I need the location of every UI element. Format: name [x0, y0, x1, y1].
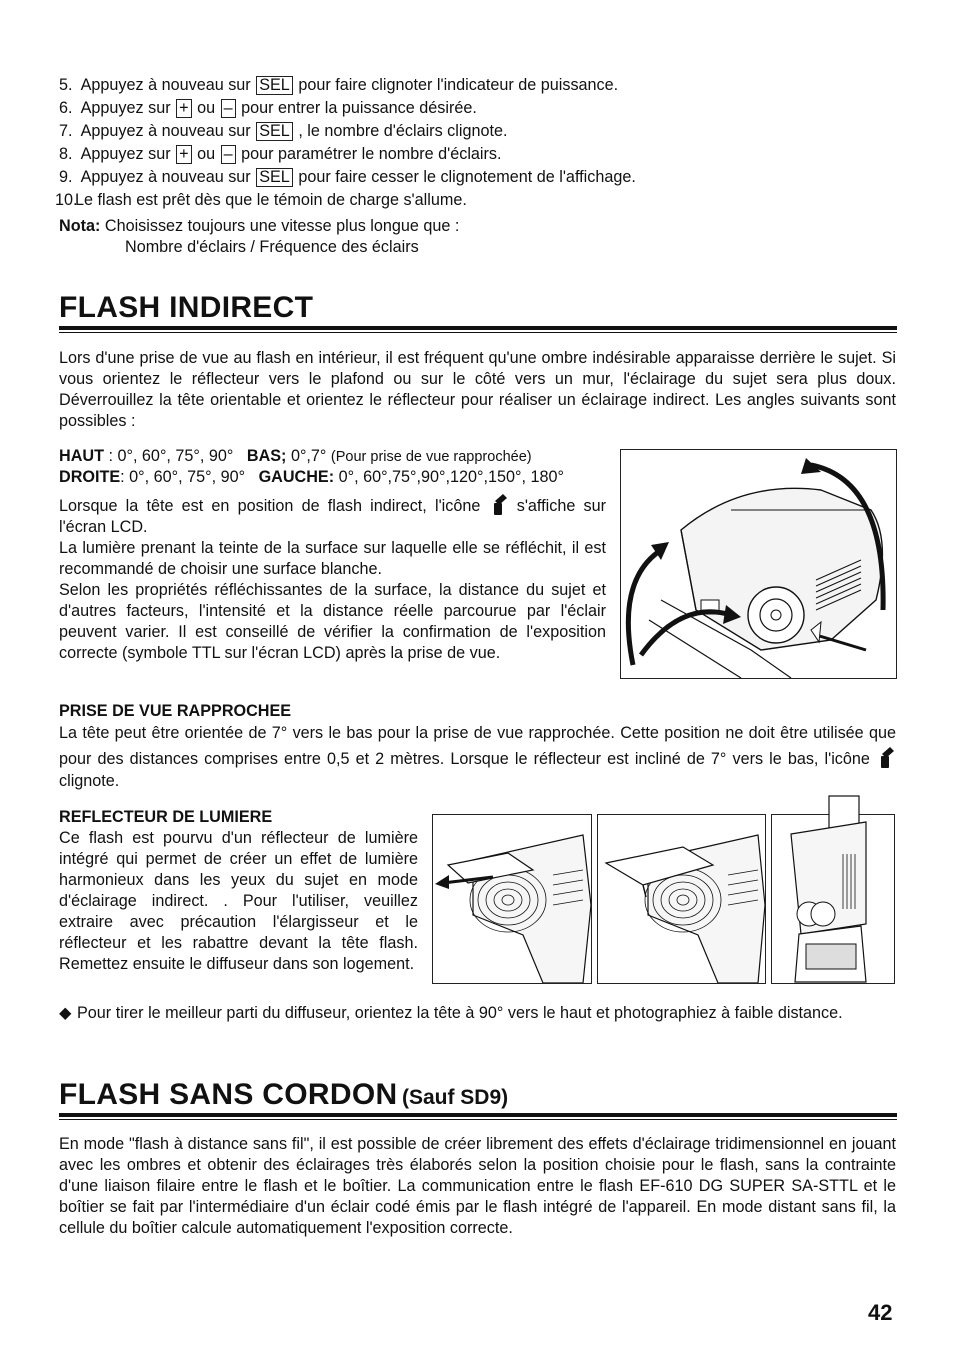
sans-cordon-title: FLASH SANS CORDON [59, 1078, 398, 1111]
bounce-flash-icon [876, 744, 896, 768]
reflective-paragraph: Selon les propriétés réfléchissantes de la surface, la distance du sujet et d'autres facteurs, l'intensité et la distance réelle parcourue par l'éclair peuvent varier. Il est conseillé de vérifier la confirmation de l'exposition correcte (symbole TTL sur l'écran LCD) après la prise de vue. [59, 581, 606, 662]
sel-key: SEL [256, 76, 293, 95]
bounce-text: Lorsque la tête est en position de flash indirect, l'icône [59, 497, 481, 515]
bounce-text: s'affiche sur l'écran LCD. [59, 497, 607, 536]
bas-label: BAS; [246, 447, 287, 465]
gauche-label: GAUCHE: [258, 468, 335, 486]
diffuser-tip [59, 1003, 896, 1024]
step-7 [59, 121, 899, 144]
step-5 [59, 75, 899, 98]
step-number: 9. [59, 168, 73, 186]
sans-cordon-subtitle: (Sauf SD9) [401, 1086, 509, 1109]
droite-values: : 0°, 60°, 75°, 90° [120, 468, 246, 486]
angles-line-2 [59, 467, 619, 488]
bas-note: (Pour prise de vue rapprochée) [330, 449, 532, 465]
bounce-flash-icon [489, 491, 509, 515]
step-text: Appuyez sur [80, 145, 171, 163]
sans-cordon-text: En mode "flash à distance sans fil", il est possible de créer librement des effets d'éclairage tridimensionnel en jouant avec les ombres et obtenir des éclairages très élaborés selon la position choisie pour le flash, sans la contrainte d'une liaison filaire entre le flash et le boîtier. La communication entre le flash EF-610 DG SUPER SA-STTL et le boîtier se fait par l'intermédiaire d'un éclair codé émis par le flash intégré de l'appareil. En mode distant sans fil, la cellule du boîtier calcule automatiquement l'exposition correcte. [59, 1135, 896, 1237]
step-number: 5. [59, 76, 73, 94]
bas-values: 0°,7° [290, 447, 327, 465]
step-text: Appuyez à nouveau sur [80, 122, 251, 140]
bounce-flash-illustration [621, 450, 896, 678]
section-title-sans-cordon [59, 1078, 508, 1112]
bullet-diamond-icon: ◆ [59, 1004, 72, 1022]
flash-indirect-intro: Lors d'une prise de vue au flash en intérieur, il est fréquent qu'une ombre indésirable apparaisse derrière le sujet. Si vous orientez le réflecteur vers le plafond ou sur le côté vers un mur, l'éclairage du sujet sera plus doux. Déverrouillez la tête orientable et orientez le réflecteur pour réaliser un éclairage indirect. Les angles suivants sont possibles : [59, 349, 896, 430]
reflecteur-heading: REFLECTEUR DE LUMIERE [59, 808, 273, 826]
step-text: Appuyez à nouveau sur [80, 168, 251, 186]
rapprochee-text-pre: La tête peut être orientée de 7° vers le bas pour la prise de vue rapprochée. Cette position ne doit être utilisée que pour des distances comprises entre 0,5 et 2 mètres. Lorsque le réflecteur est incliné de 7° vers le bas, l'icône [59, 724, 896, 768]
nota-line: Choisissez toujours une vitesse plus longue que : [104, 217, 460, 235]
step-8 [59, 144, 899, 167]
step-number: 8. [59, 145, 73, 163]
step-text: ou [197, 99, 216, 117]
step-text: Appuyez à nouveau sur [80, 76, 251, 94]
nota-line: Nombre d'éclairs / Fréquence des éclairs [125, 238, 419, 256]
nota-block [59, 216, 899, 258]
section-rule [59, 1113, 897, 1117]
step-text: ou [197, 145, 216, 163]
step-6 [59, 98, 899, 121]
step-text: pour entrer la puissance désirée. [241, 99, 477, 117]
bounce-flash-figure [620, 449, 897, 679]
steps-list [55, 75, 899, 213]
surface-paragraph: La lumière prenant la teinte de la surface sur laquelle elle se réfléchit, il est recommandé de choisir une surface blanche. [59, 539, 606, 578]
minus-key: – [221, 145, 236, 164]
step-10 [55, 190, 899, 213]
bounce-icon-paragraph [59, 491, 606, 664]
haut-values: : 0°, 60°, 75°, 90° [108, 447, 234, 465]
sel-key: SEL [256, 122, 293, 141]
rapprochee-text [59, 722, 896, 792]
sel-key: SEL [256, 168, 293, 187]
reflector-figure-3 [771, 794, 895, 984]
step-text: Appuyez sur [80, 99, 171, 117]
angles-line-1 [59, 446, 619, 468]
section-rule [59, 1119, 897, 1120]
reflecteur-text: Ce flash est pourvu d'un réflecteur de lumière intégré qui permet de créer un effet de lumière harmonieux dans les yeux du sujet en mode d'éclairage indirect. . Pour l'utiliser, veuillez extraire avec précaution l'élargisseur et le réflecteur et les rabattre devant la tête flash. Remettez ensuite le diffuseur dans son logement. [59, 829, 418, 973]
step-text: pour faire cesser le clignotement de l'affichage. [298, 168, 636, 186]
step-text: Le flash est prêt dès que le témoin de charge s'allume. [75, 191, 467, 209]
section-title-flash-indirect: FLASH INDIRECT [59, 291, 314, 324]
section-rule [59, 332, 897, 333]
minus-key: – [221, 99, 236, 118]
nota-label: Nota: [59, 217, 101, 235]
step-text: , le nombre d'éclairs clignote. [298, 122, 508, 140]
rapprochee-text-post: clignote. [59, 772, 120, 790]
step-number: 6. [59, 99, 73, 117]
rapprochee-heading: PRISE DE VUE RAPPROCHEE [59, 702, 292, 720]
gauche-values: 0°, 60°,75°,90°,120°,150°, 180° [338, 468, 564, 486]
step-9 [59, 167, 899, 190]
step-number: 10. [55, 191, 78, 209]
section-rule [59, 326, 897, 330]
plus-key: + [176, 99, 191, 118]
reflector-figure-1 [432, 814, 592, 984]
step-number: 7. [59, 122, 73, 140]
plus-key: + [176, 145, 191, 164]
reflector-figure-2 [597, 814, 766, 984]
step-text: pour paramétrer le nombre d'éclairs. [241, 145, 502, 163]
diffuser-tip-text: Pour tirer le meilleur parti du diffuseur, orientez la tête à 90° vers le haut et photographiez à faible distance. [77, 1004, 843, 1022]
haut-label: HAUT [59, 447, 104, 465]
page-number: 42 [868, 1300, 893, 1325]
step-text: pour faire clignoter l'indicateur de puissance. [298, 76, 619, 94]
droite-label: DROITE [59, 468, 121, 486]
